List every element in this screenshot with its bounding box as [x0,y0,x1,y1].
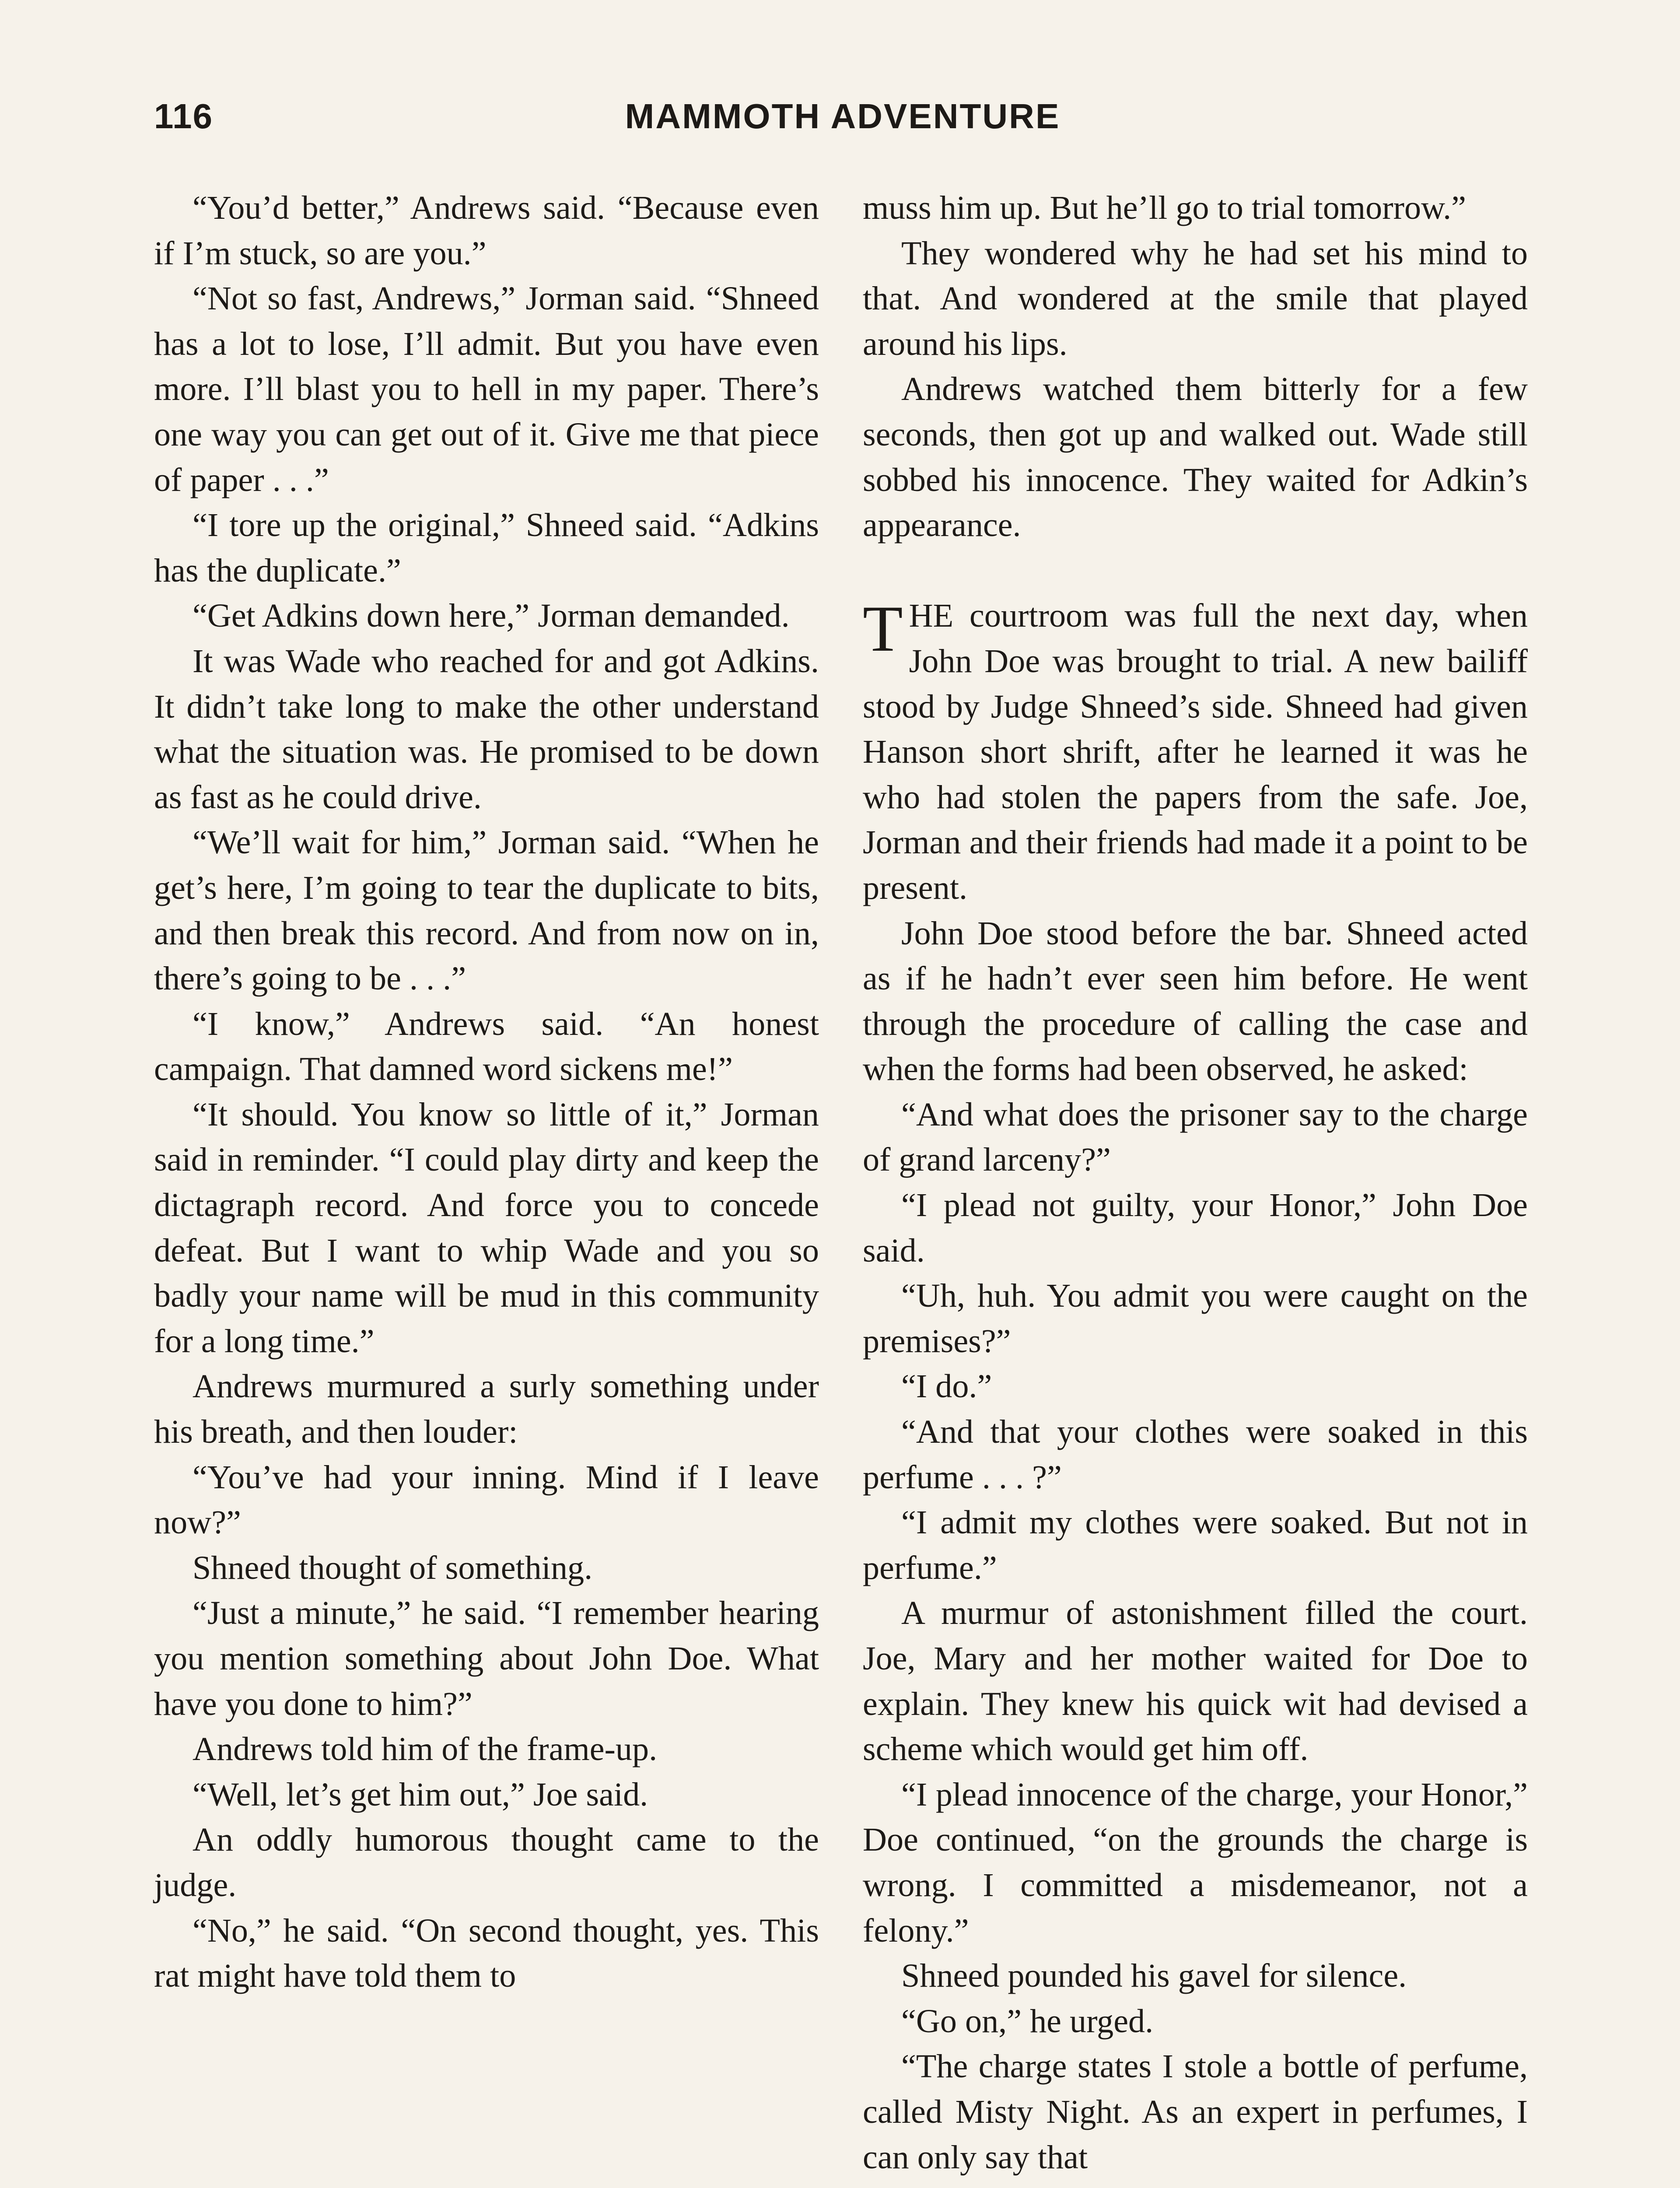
paragraph: “No,” he said. “On second thought, yes. This rat might have told them to [154,1912,819,1995]
left-column [154,186,819,1999]
paragraph: “I plead not guilty, your Honor,” John Doe said. [863,1187,1528,1269]
right-column [863,186,1528,2180]
paragraph: “Uh, huh. You admit you were caught on the premises?” [863,1277,1528,1360]
paragraph: Andrews told him of the frame-up. [192,1731,658,1768]
paragraph: “I do.” [901,1368,992,1405]
paragraph: Shneed pounded his gavel for silence. [901,1957,1407,1995]
paragraph: Shneed thought of something. [192,1549,593,1586]
paragraph: John Doe stood before the bar. Shneed acted as if he hadn’t ever seen him before. He went through the procedure of calling the case and when the forms had been observed, he asked: [863,915,1528,1088]
paragraph: “And that your clothes were soaked in this perfume . . . ?” [863,1413,1528,1496]
drop-cap: T [863,593,903,666]
paragraph: “You’ve had your inning. Mind if I leave now?” [154,1459,819,1541]
paragraph: “I plead innocence of the charge, your Honor,” Doe continued, “on the grounds the charge is wrong. I committed a misdemeanor, not a felony.” [863,1776,1528,1949]
page-header [154,96,1531,144]
paragraph: “You’d better,” Andrews said. “Because even if I’m stuck, so are you.” [154,189,819,272]
continued-paragraph: muss him up. But he’ll go to trial tomorrow.” [863,189,1466,226]
section-opening-text: HE courtroom was full the next day, when John Doe was brought to trial. A new bailiff stood by Judge Shneed’s side. Shneed had given Hanson short shrift, after he learned it was he who had stolen the papers from the safe. Joe, Jorman and their friends had made it a point to be present. [863,597,1528,906]
paragraph: “Just a minute,” he said. “I remember hearing you mention something about John Doe. What have you done to him?” [154,1595,819,1722]
page-number: 116 [154,97,214,136]
paragraph: “I tore up the original,” Shneed said. “Adkins has the duplicate.” [154,507,819,589]
paragraph: Andrews murmured a surly something under his breath, and then louder: [154,1368,819,1451]
paragraph: “Get Adkins down here,” Jorman demanded. [192,597,790,635]
paragraph: A murmur of astonishment filled the court. Joe, Mary and her mother waited for Doe to explain. They knew his quick wit had devised a scheme which would get him off. [863,1595,1528,1768]
section-break [863,548,1528,594]
paragraph: “We’ll wait for him,” Jorman said. “When he get’s here, I’m going to tear the duplicate to bits, and then break this record. And from now on in, there’s going to be . . .” [154,824,819,997]
paragraph: “I know,” Andrews said. “An honest campaign. That damned word sickens me!” [154,1005,819,1088]
section-opening-paragraph [863,593,1528,911]
paragraph: “And what does the prisoner say to the charge of grand larceny?” [863,1096,1528,1178]
paragraph: “It should. You know so little of it,” Jorman said in reminder. “I could play dirty and keep the dictagraph record. And force you to concede defeat. But I want to whip Wade and you so badly your name will be mud in this community for a long time.” [154,1096,819,1360]
paragraph: “The charge states I stole a bottle of perfume, called Misty Night. As an expert in perfumes, I can only say that [863,2048,1528,2176]
paragraph: An oddly humorous thought came to the judge. [154,1821,819,1904]
paragraph: “I admit my clothes were soaked. But not in perfume.” [863,1504,1528,1586]
paragraph: They wondered why he had set his mind to that. And wondered at the smile that played around his lips. [863,235,1528,362]
paragraph: “Not so fast, Andrews,” Jorman said. “Shneed has a lot to lose, I’ll admit. But you have even more. I’ll blast you to hell in my paper. There’s one way you can get out of it. Give me that piece of paper . . .” [154,280,819,498]
running-title: MAMMOTH ADVENTURE [625,97,1060,136]
paragraph: “Well, let’s get him out,” Joe said. [192,1776,648,1813]
paragraph: Andrews watched them bitterly for a few seconds, then got up and walked out. Wade still sobbed his innocence. They waited for Adkin’s appearance. [863,371,1528,544]
paragraph: “Go on,” he urged. [901,2002,1154,2040]
paragraph: It was Wade who reached for and got Adkins. It didn’t take long to make the other understand what the situation was. He promised to be down as fast as he could drive. [154,642,819,816]
